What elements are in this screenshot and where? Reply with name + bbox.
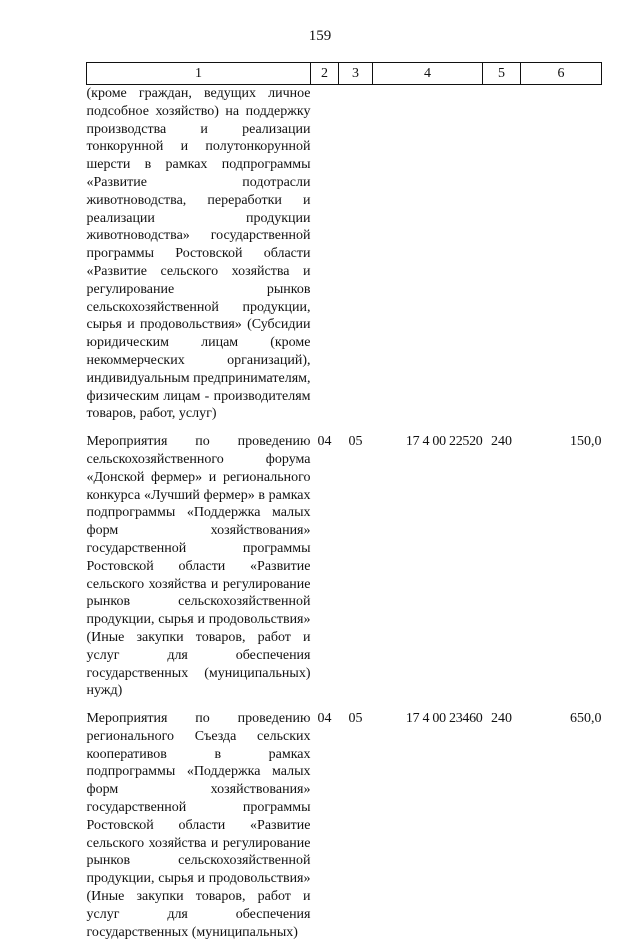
row-section: 04 xyxy=(311,710,339,941)
column-header-4: 4 xyxy=(373,63,483,85)
row-spacer xyxy=(87,423,602,433)
table-row xyxy=(87,710,602,941)
row-expense-type: 240 xyxy=(483,433,521,700)
row-expense-type: 240 xyxy=(483,710,521,941)
row-target-code: 17 4 00 23460 xyxy=(373,710,483,941)
table-row xyxy=(87,433,602,700)
column-header-6: 6 xyxy=(521,63,602,85)
column-header-1: 1 xyxy=(87,63,311,85)
row-amount xyxy=(521,85,602,424)
budget-table xyxy=(86,62,602,941)
column-header-5: 5 xyxy=(483,63,521,85)
row-subsection xyxy=(339,85,373,424)
column-header-2: 2 xyxy=(311,63,339,85)
page-number: 159 xyxy=(0,28,640,45)
table-body xyxy=(87,85,602,941)
row-description: Мероприятия по проведению регионального Съезда сельских кооперативов в рамках подпрограммы «Поддержка малых форм хозяйствования» государственной программы Ростовской области «Развитие сельского хозяйства и регулирование рынков сельскохозяйственной продукции, сырья и продовольствия» (Иные закупки товаров, работ и услуг для обеспечения государственных (муниципальных) xyxy=(87,710,311,941)
row-amount: 650,0 xyxy=(521,710,602,941)
row-amount: 150,0 xyxy=(521,433,602,700)
row-subsection: 05 xyxy=(339,433,373,700)
row-subsection: 05 xyxy=(339,710,373,941)
row-section xyxy=(311,85,339,424)
row-expense-type xyxy=(483,85,521,424)
row-section: 04 xyxy=(311,433,339,700)
row-target-code: 17 4 00 22520 xyxy=(373,433,483,700)
row-spacer xyxy=(87,700,602,710)
row-description: Мероприятия по проведению сельскохозяйственного форума «Донской фермер» и регионального конкурса «Лучший фермер» в рамках подпрограммы «Поддержка малых форм хозяйствования» государственной программы Ростовской области «Развитие сельского хозяйства и регулирование рынков сельскохозяйственной продукции, сырья и продовольствия» (Иные закупки товаров, работ и услуг для обеспечения государственных (муниципальных) нужд) xyxy=(87,433,311,700)
table-row xyxy=(87,85,602,424)
table-header xyxy=(87,63,602,85)
header-row xyxy=(87,63,602,85)
row-description: (кроме граждан, ведущих личное подсобное хозяйство) на поддержку производства и реализации тонкорунной и полутонкорунной шерсти в рамках подпрограммы «Развитие подотрасли животноводства, переработки и реализации продукции животноводства» государственной программы Ростовской области «Развитие сельского хозяйства и регулирование рынков сельскохозяйственной продукции, сырья и продовольствия» (Субсидии юридическим лицам (кроме некоммерческих организаций), индивидуальным предпринимателям, физическим лицам - производителям товаров, работ, услуг) xyxy=(87,85,311,424)
column-header-3: 3 xyxy=(339,63,373,85)
row-target-code xyxy=(373,85,483,424)
